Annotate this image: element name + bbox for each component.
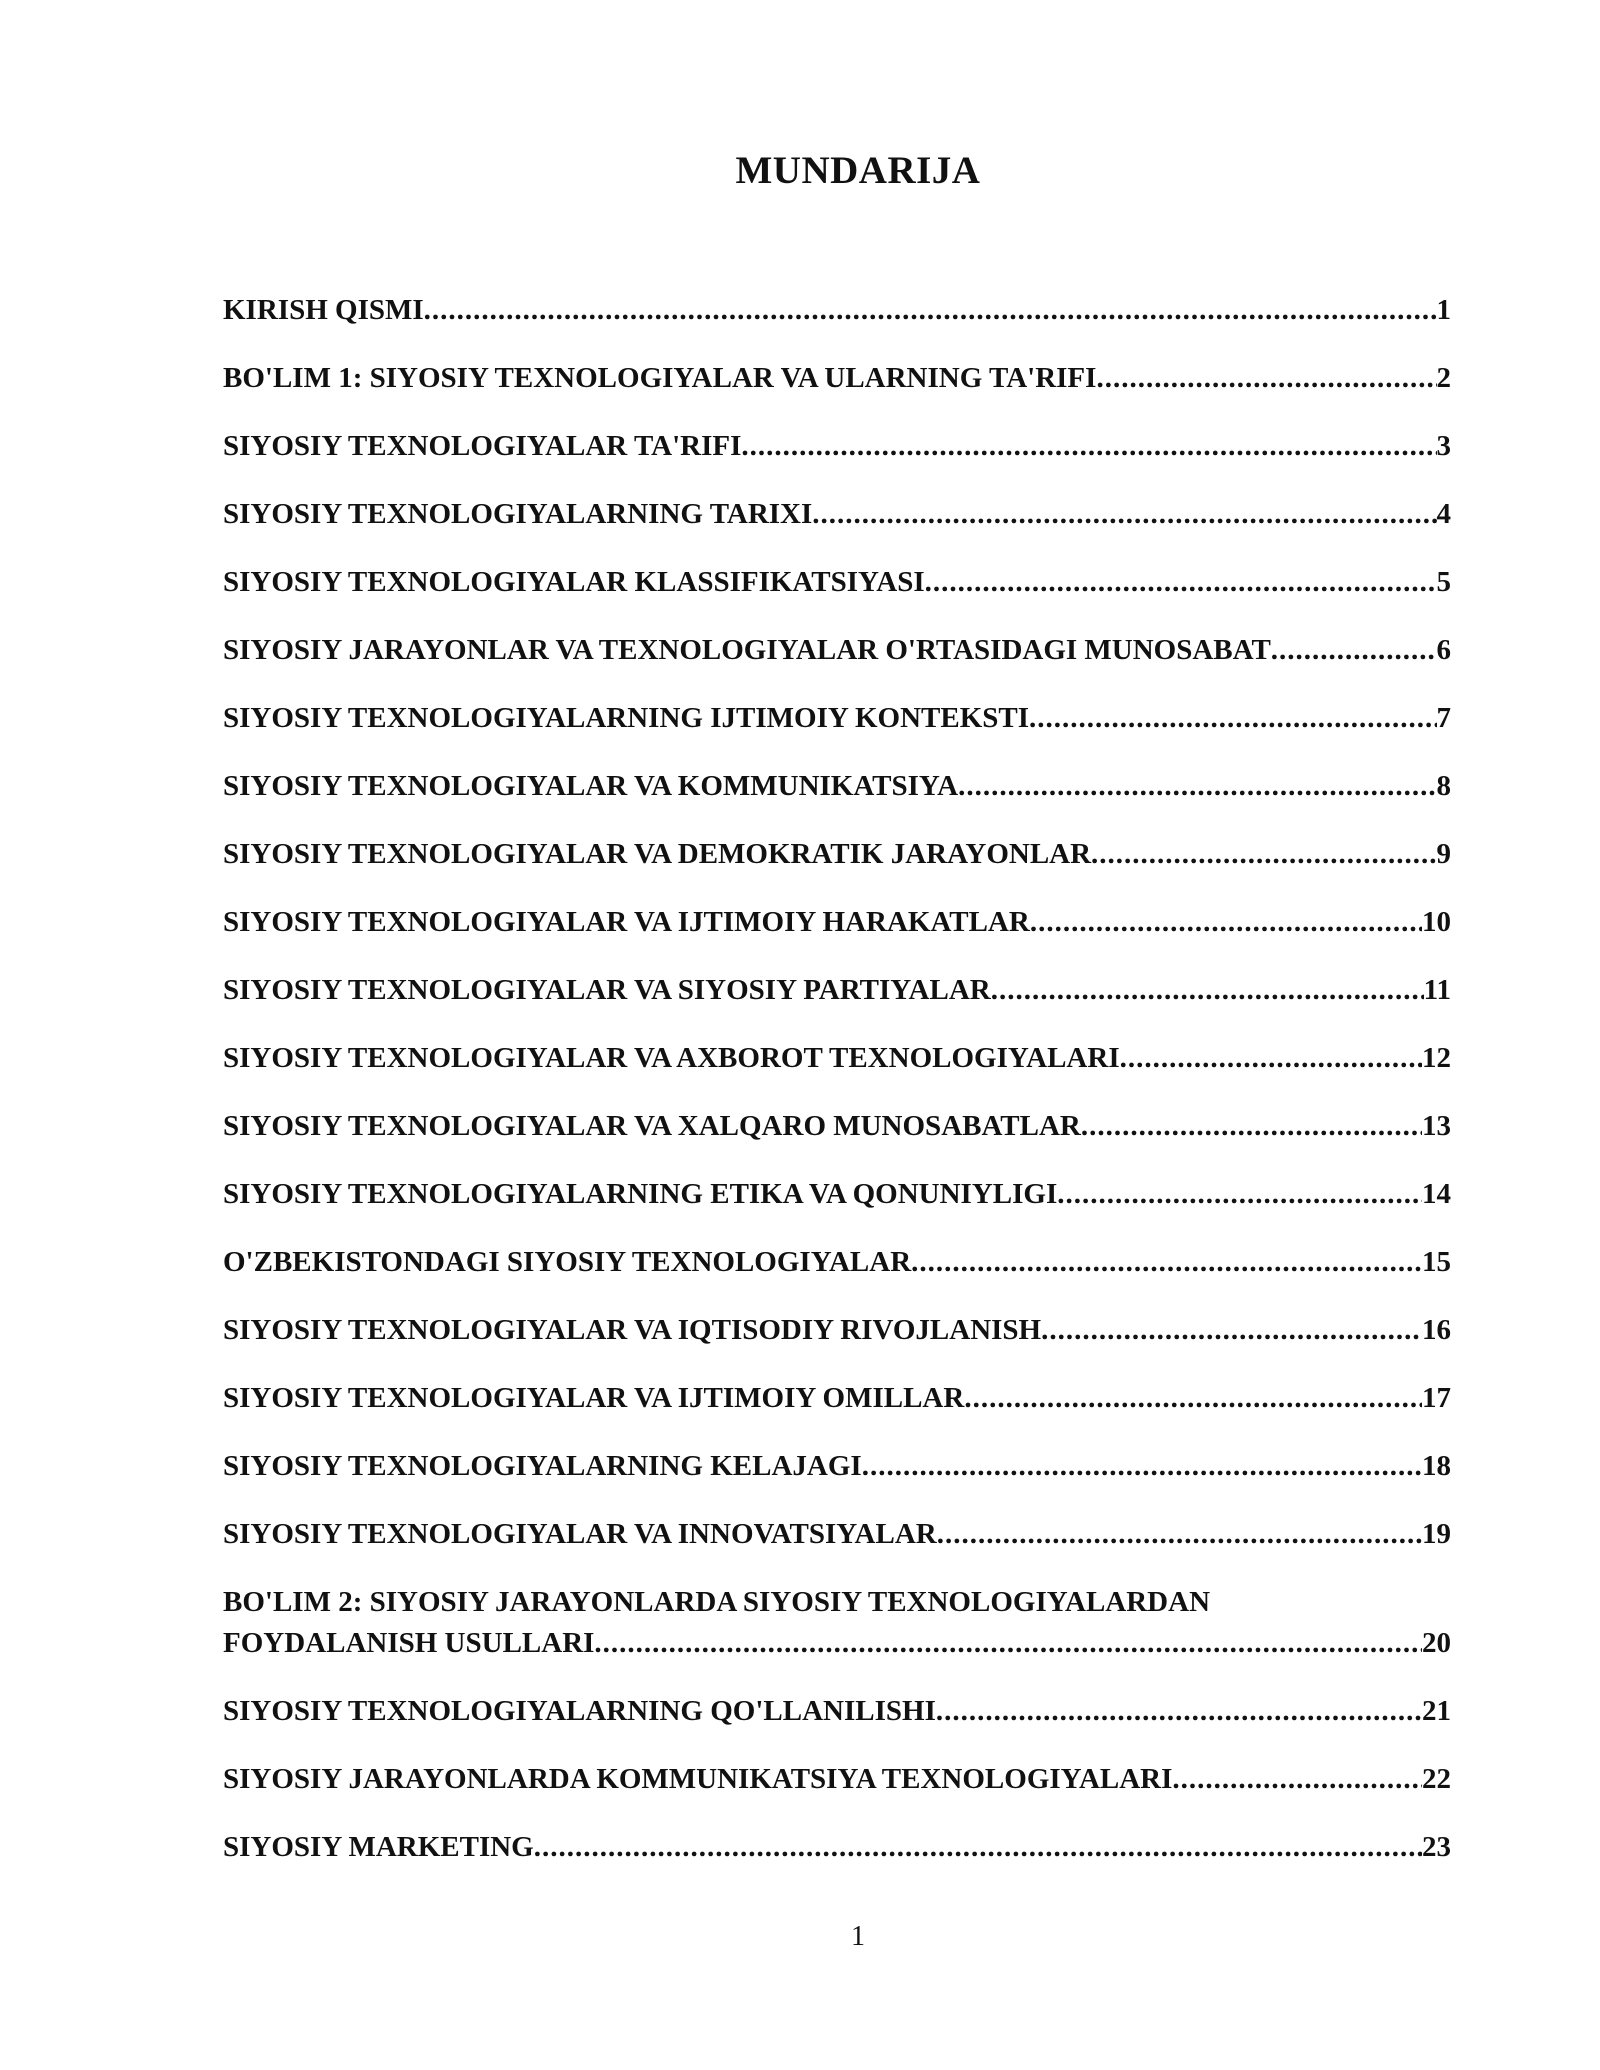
toc-entry-title: SIYOSIY TEXNOLOGIYALARNING KELAJAGI <box>223 1450 862 1482</box>
toc-dot-leader <box>1029 698 1436 739</box>
toc-entry[interactable] <box>223 1310 1451 1351</box>
toc-entry-title: SIYOSIY TEXNOLOGIYALAR VA SIYOSIY PARTIYALAR <box>223 974 991 1006</box>
toc-entry-page: 5 <box>1436 566 1451 598</box>
toc-entry[interactable] <box>223 358 1451 399</box>
toc-entry-page: 12 <box>1422 1042 1451 1074</box>
toc-entry-page: 22 <box>1422 1763 1451 1795</box>
toc-entry-page: 10 <box>1422 906 1451 938</box>
toc-dot-leader <box>1057 1174 1422 1215</box>
toc-entry-title: SIYOSIY TEXNOLOGIYALAR KLASSIFIKATSIYASI <box>223 566 925 598</box>
toc-entry[interactable] <box>223 290 1451 331</box>
toc-entry-title: SIYOSIY TEXNOLOGIYALAR VA AXBOROT TEXNOLOGIYALARI <box>223 1042 1120 1074</box>
toc-entry[interactable] <box>223 834 1451 875</box>
toc-entry-page: 8 <box>1436 770 1451 802</box>
toc-dot-leader <box>812 494 1436 535</box>
toc-entry-page: 2 <box>1436 362 1451 394</box>
toc-entry[interactable] <box>223 1514 1451 1555</box>
toc-entry[interactable] <box>223 970 1451 1011</box>
toc-dot-leader <box>534 1827 1422 1868</box>
toc-entry-title: SIYOSIY TEXNOLOGIYALAR VA KOMMUNIKATSIYA <box>223 770 959 802</box>
toc-entry-page: 9 <box>1436 838 1451 870</box>
toc-entry[interactable] <box>223 562 1451 603</box>
toc-entry-title: BO'LIM 1: SIYOSIY TEXNOLOGIYALAR VA ULARNING TA'RIFI <box>223 362 1097 394</box>
toc-dot-leader <box>964 1378 1422 1419</box>
toc-entry-title: O'ZBEKISTONDAGI SIYOSIY TEXNOLOGIYALAR <box>223 1246 912 1278</box>
toc-dot-leader <box>937 1514 1422 1555</box>
toc-entry[interactable] <box>223 426 1451 467</box>
toc-dot-leader <box>741 426 1436 467</box>
toc-entry-title: SIYOSIY TEXNOLOGIYALAR VA DEMOKRATIK JARAYONLAR <box>223 838 1092 870</box>
toc-entry[interactable] <box>223 1378 1451 1419</box>
toc-entry[interactable] <box>223 1106 1451 1147</box>
toc-entry-page: 17 <box>1422 1382 1451 1414</box>
toc-entry-title: SIYOSIY TEXNOLOGIYALARNING ETIKA VA QONUNIYLIGI <box>223 1178 1058 1210</box>
toc-entry[interactable] <box>223 1242 1451 1283</box>
toc-entry-page: 6 <box>1436 634 1451 666</box>
toc-entry[interactable] <box>223 1691 1451 1732</box>
toc-entry-title-line-1: BO'LIM 2: SIYOSIY JARAYONLARDA SIYOSIY TEXNOLOGIYALARDAN <box>223 1586 1211 1618</box>
toc-dot-leader <box>925 562 1437 603</box>
toc-entry[interactable] <box>223 902 1451 943</box>
toc-entry-page: 20 <box>1422 1627 1451 1659</box>
toc-entry-title: KIRISH QISMI <box>223 294 424 326</box>
toc-entry-page: 7 <box>1436 702 1451 734</box>
toc-entry-title: SIYOSIY JARAYONLAR VA TEXNOLOGIYALAR O'RTASIDAGI MUNOSABAT <box>223 634 1271 666</box>
toc-entry-page: 16 <box>1422 1314 1451 1346</box>
toc-entry[interactable] <box>223 1582 1451 1664</box>
toc-entry-title: SIYOSIY TEXNOLOGIYALARNING IJTIMOIY KONTEKSTI <box>223 702 1030 734</box>
toc-entry-page: 15 <box>1422 1246 1451 1278</box>
toc-entry-page: 3 <box>1436 430 1451 462</box>
toc-entry-page: 4 <box>1436 498 1451 530</box>
toc-entry-page: 14 <box>1422 1178 1451 1210</box>
toc-entry-title: SIYOSIY TEXNOLOGIYALAR VA XALQARO MUNOSABATLAR <box>223 1110 1081 1142</box>
toc-entry[interactable] <box>223 1446 1451 1487</box>
toc-entry-page: 13 <box>1422 1110 1451 1142</box>
toc-entry[interactable] <box>223 1759 1451 1800</box>
toc-entry-title: FOYDALANISH USULLARI <box>223 1627 595 1659</box>
toc-entry[interactable] <box>223 630 1451 671</box>
toc-dot-leader <box>1091 834 1436 875</box>
toc-dot-leader <box>424 290 1437 331</box>
toc-entry[interactable] <box>223 1174 1451 1215</box>
toc-entry-title: SIYOSIY TEXNOLOGIYALARNING TARIXI <box>223 498 813 530</box>
toc-dot-leader <box>1041 1310 1422 1351</box>
toc-dot-leader <box>1030 902 1422 943</box>
toc-entry-title: SIYOSIY TEXNOLOGIYALAR VA IJTIMOIY HARAKATLAR <box>223 906 1030 938</box>
toc-dot-leader <box>594 1623 1422 1664</box>
toc-entry-title: SIYOSIY TEXNOLOGIYALAR TA'RIFI <box>223 430 742 462</box>
toc-entry-title: SIYOSIY TEXNOLOGIYALAR VA INNOVATSIYALAR <box>223 1518 937 1550</box>
toc-dot-leader <box>1096 358 1436 399</box>
toc-entry-page: 23 <box>1422 1831 1451 1863</box>
toc-entry-page: 11 <box>1423 974 1451 1006</box>
page-number: 1 <box>851 1921 865 1952</box>
toc-dot-leader <box>1172 1759 1422 1800</box>
toc-entry[interactable] <box>223 1038 1451 1079</box>
toc-dot-leader <box>936 1691 1422 1732</box>
toc-dot-leader <box>1120 1038 1422 1079</box>
toc-entry-page: 18 <box>1422 1450 1451 1482</box>
toc-entry-title: SIYOSIY TEXNOLOGIYALAR VA IJTIMOIY OMILLAR <box>223 1382 965 1414</box>
toc-dot-leader <box>1271 630 1437 671</box>
page-title: MUNDARIJA <box>735 149 981 192</box>
toc-entry[interactable] <box>223 1827 1451 1868</box>
toc-entry[interactable] <box>223 494 1451 535</box>
toc-entry-title: SIYOSIY MARKETING <box>223 1831 534 1863</box>
toc-entry-page: 21 <box>1422 1695 1451 1727</box>
toc-dot-leader <box>958 766 1436 807</box>
toc-entry[interactable] <box>223 766 1451 807</box>
toc-dot-leader <box>911 1242 1422 1283</box>
toc-entry-page: 19 <box>1422 1518 1451 1550</box>
toc-dot-leader <box>991 970 1424 1011</box>
toc-entry[interactable] <box>223 698 1451 739</box>
toc-entry-title: SIYOSIY TEXNOLOGIYALAR VA IQTISODIY RIVOJLANISH <box>223 1314 1042 1346</box>
toc-dot-leader <box>862 1446 1422 1487</box>
toc-dot-leader <box>1081 1106 1422 1147</box>
toc-entry-page: 1 <box>1436 294 1451 326</box>
toc-entry-title: SIYOSIY JARAYONLARDA KOMMUNIKATSIYA TEXNOLOGIYALARI <box>223 1763 1173 1795</box>
toc-entry-title: SIYOSIY TEXNOLOGIYALARNING QO'LLANILISHI <box>223 1695 936 1727</box>
table-of-contents <box>223 290 1451 1895</box>
